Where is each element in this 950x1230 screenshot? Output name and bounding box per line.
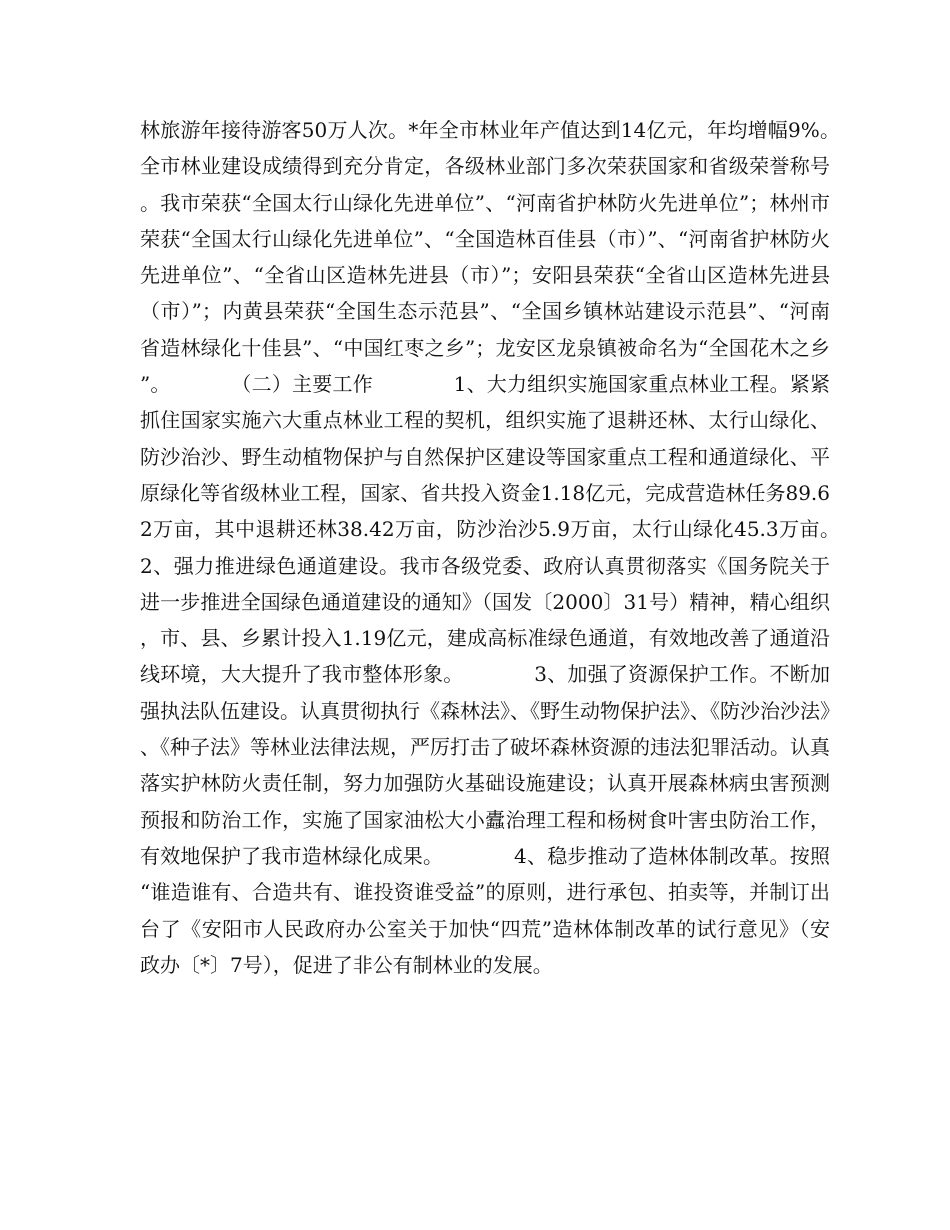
body-paragraph: 林旅游年接待游客50万人次。*年全市林业年产值达到14亿元，年均增幅9%。 全市林业建设成绩得到充分肯定，各级林业部门多次荣获国家和省级荣誉称号。我市荣获“全国太行山绿化先进单位”、“河南省护林防火先进单位”；林州市荣获“全国太行山绿化先进单位”、“全国造林百佳县（市）”、“河南省护林防火先进单位”、“全省山区造林先进县（市）”；安阳县荣获“全省山区造林先进县（市）”；内黄县荣获“全国生态示范县”、“全国乡镇林站建设示范县”、“河南省造林绿化十佳县”、“中国红枣之乡”；龙安区龙泉镇被命名为“全国花木之乡”。 （二）主要工作 1、大力组织实施国家重点林业工程。紧紧抓住国家实施六大重点林业工程的契机，组织实施了退耕还林、太行山绿化、防沙治沙、野生动植物保护与自然保护区建设等国家重点工程和通道绿化、平原绿化等省级林业工程，国家、省共投入资金1.18亿元，完成营造林任务89.62万亩，其中退耕还林38.42万亩，防沙治沙5.9万亩，太行山绿化45.3万亩。 2、强力推进绿色通道建设。我市各级党委、政府认真贯彻落实《国务院关于进一步推进全国绿色通道建设的通知》（国发〔2000〕31号）精神，精心组织，市、县、乡累计投入1.19亿元，建成高标准绿色通道，有效地改善了通道沿线环境，大大提升了我市整体形象。 3、加强了资源保护工作。不断加强执法队伍建设。认真贯彻执行《森林法》、《野生动物保护法》、《防沙治沙法》、《种子法》等林业法律法规，严厉打击了破坏森林资源的违法犯罪活动。认真落实护林防火责任制，努力加强防火基础设施建设；认真开展森林病虫害预测预报和防治工作，实施了国家油松大小蠹治理工程和杨树食叶害虫防治工作，有效地保护了我市造林绿化成果。 4、稳步推动了造林体制改革。按照“谁造谁有、合造共有、谁投资谁受益”的原则，进行承包、拍卖等，并制订出台了《安阳市人民政府办公室关于加快“四荒”造林体制改革的试行意见》（安政办〔*〕7号），促进了非公有制林业的发展。 (140, 118, 910, 977)
